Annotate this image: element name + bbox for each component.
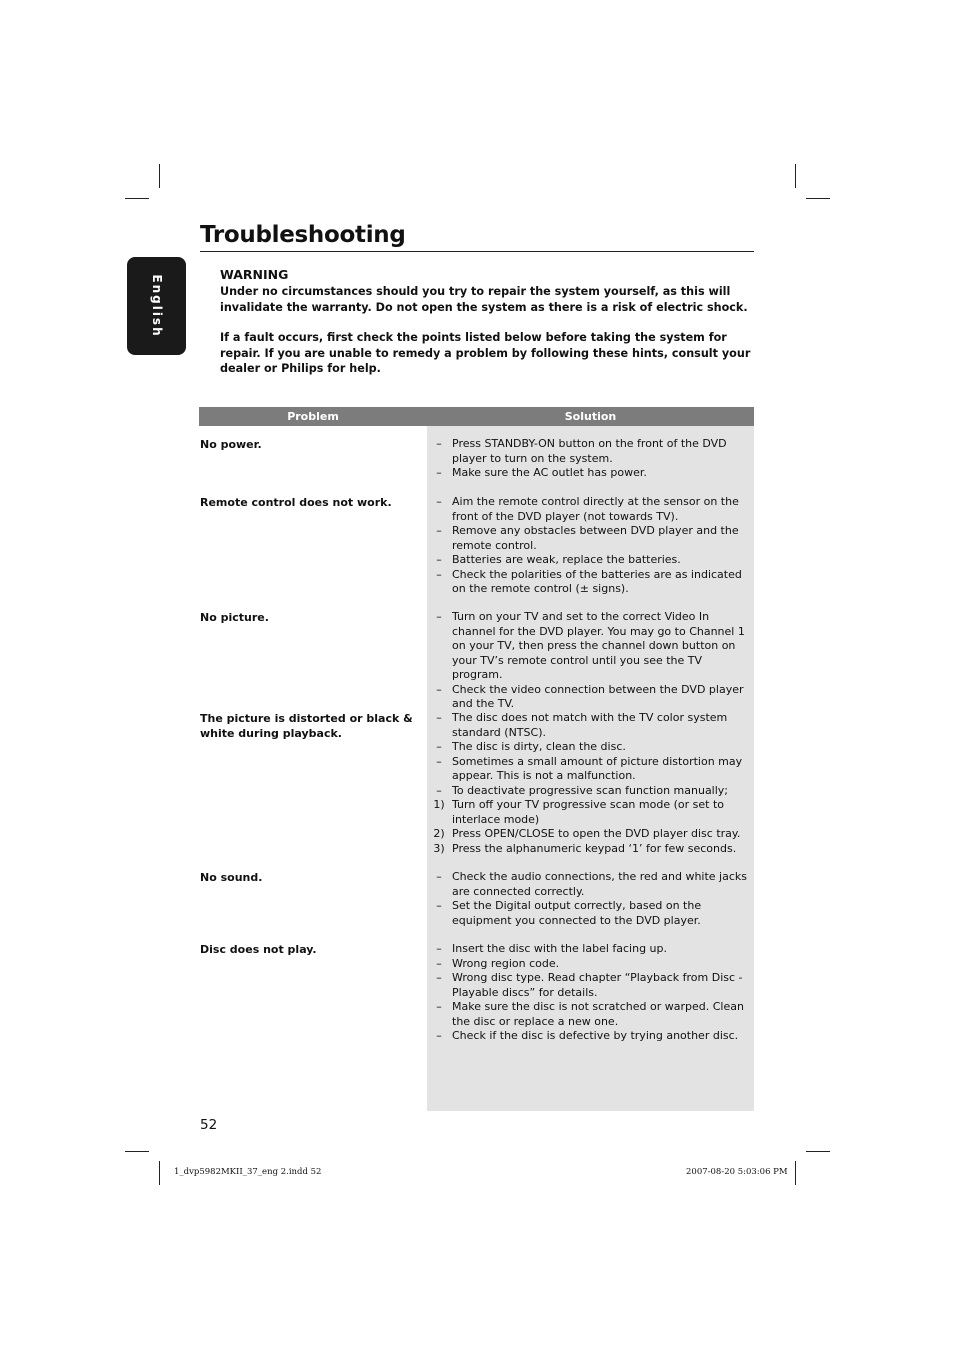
list-marker: – xyxy=(436,682,442,696)
solution-text: Press STANDBY-ON button on the front of the DVD player to turn on the system. xyxy=(452,437,727,465)
list-marker: 1) xyxy=(433,798,445,811)
solution-item xyxy=(430,683,754,712)
list-marker: – xyxy=(436,711,442,724)
list-marker: – xyxy=(436,971,442,984)
solution-text: The disc is dirty, clean the disc. xyxy=(452,740,626,753)
solution-text: Wrong disc type. Read chapter “Playback from Disc - Playable discs” for details. xyxy=(452,971,743,999)
solution-text: Check the video connection between the DVD player and the TV. xyxy=(452,682,744,710)
crop-mark xyxy=(125,1151,149,1152)
list-marker: – xyxy=(436,754,442,768)
crop-mark xyxy=(159,164,160,188)
solution-list xyxy=(430,870,754,928)
crop-mark xyxy=(806,198,830,199)
solution-text: Check the audio connections, the red and white jacks are connected correctly. xyxy=(452,870,748,898)
title-rule xyxy=(200,251,754,252)
problem-cell: No picture. xyxy=(200,611,269,624)
warning-heading: WARNING xyxy=(220,267,289,282)
solution-text: Sometimes a small amount of picture distortion may appear. This is not a malfunction. xyxy=(452,754,743,782)
solution-list xyxy=(430,942,754,1044)
language-tab xyxy=(127,257,186,355)
list-marker: – xyxy=(436,466,442,479)
solution-text: Batteries are weak, replace the batteries. xyxy=(452,553,681,566)
list-marker: – xyxy=(436,740,442,753)
list-marker: – xyxy=(436,870,442,883)
solution-list xyxy=(430,437,754,481)
crop-mark xyxy=(125,198,149,199)
problem-cell: No power. xyxy=(200,438,262,451)
solution-item xyxy=(430,524,754,553)
list-marker: – xyxy=(436,942,442,955)
solution-item xyxy=(430,755,754,784)
solution-item xyxy=(430,842,754,857)
solution-list xyxy=(430,610,754,712)
solution-item xyxy=(430,1000,754,1029)
language-tab-label: English xyxy=(149,274,164,338)
solution-text: Turn off your TV progressive scan mode (or set to interlace mode) xyxy=(452,798,724,826)
solution-item xyxy=(430,1029,754,1044)
warning-text: Under no circumstances should you try to repair the system yourself, as this will invalidate the warranty. Do not open the system as there is a risk of electric shock. xyxy=(220,285,748,314)
list-marker: – xyxy=(436,495,442,508)
crop-mark xyxy=(795,164,796,188)
solution-text: Set the Digital output correctly, based on the equipment you connected to the DVD player. xyxy=(452,899,702,927)
page-title: Troubleshooting xyxy=(200,222,406,248)
solution-item xyxy=(430,437,754,466)
solution-item xyxy=(430,784,754,799)
solution-item xyxy=(430,711,754,740)
solution-item xyxy=(430,899,754,928)
solution-item xyxy=(430,466,754,481)
solution-item xyxy=(430,798,754,827)
problem-cell: Disc does not play. xyxy=(200,943,317,956)
crop-mark xyxy=(806,1151,830,1152)
solution-text: Remove any obstacles between DVD player and the remote control. xyxy=(452,524,739,552)
column-header-solution: Solution xyxy=(564,410,617,423)
solution-text: To deactivate progressive scan function manually; xyxy=(452,783,729,797)
solution-text: Press the alphanumeric keypad ‘1’ for few seconds. xyxy=(452,841,737,855)
page-number: 52 xyxy=(200,1117,218,1133)
problem-cell: Remote control does not work. xyxy=(200,496,392,509)
footer-timestamp: 2007-08-20 5:03:06 PM xyxy=(686,1167,788,1177)
table-header xyxy=(199,407,754,426)
problem-cell: No sound. xyxy=(200,871,263,884)
list-marker: – xyxy=(436,1000,442,1013)
solution-text: Insert the disc with the label facing up. xyxy=(452,942,668,955)
solution-item xyxy=(430,957,754,972)
solution-item xyxy=(430,553,754,568)
solution-item xyxy=(430,971,754,1000)
list-marker: – xyxy=(436,567,442,581)
list-marker: 3) xyxy=(433,841,445,855)
list-marker: – xyxy=(436,956,442,970)
solution-text: Make sure the disc is not scratched or warped. Clean the disc or replace a new one. xyxy=(452,1000,744,1028)
list-marker: 2) xyxy=(433,827,445,840)
solution-list xyxy=(430,711,754,856)
solution-item xyxy=(430,870,754,899)
solution-text: Turn on your TV and set to the correct Video In channel for the DVD player. You may go to Channel 1 on your TV, then press the channel down button on your TV’s remote control until you see the TV program. xyxy=(452,610,745,681)
list-marker: – xyxy=(436,437,442,450)
solution-text: Make sure the AC outlet has power. xyxy=(452,466,647,479)
solution-item xyxy=(430,942,754,957)
column-header-problem: Problem xyxy=(287,410,339,423)
crop-mark xyxy=(795,1161,796,1185)
list-marker: – xyxy=(436,1029,442,1042)
solution-text: Wrong region code. xyxy=(452,956,560,970)
solution-item xyxy=(430,568,754,597)
problem-cell: The picture is distorted or black & white during playback. xyxy=(200,712,413,740)
list-marker: – xyxy=(436,553,442,566)
solution-item xyxy=(430,827,754,842)
intro-text: If a fault occurs, first check the points listed below before taking the system for repair. If you are unable to remedy a problem by following these hints, consult your dealer or Philips for help. xyxy=(220,331,751,375)
crop-mark xyxy=(159,1161,160,1185)
list-marker: – xyxy=(436,783,442,797)
solution-text: Check the polarities of the batteries are as indicated on the remote control (± signs). xyxy=(452,567,742,595)
list-marker: – xyxy=(436,524,442,537)
solution-text: Check if the disc is defective by trying another disc. xyxy=(452,1029,739,1042)
solution-text: Aim the remote control directly at the sensor on the front of the DVD player (not towards TV). xyxy=(452,495,739,523)
solution-item xyxy=(430,740,754,755)
solution-text: The disc does not match with the TV color system standard (NTSC). xyxy=(452,711,728,739)
solution-list xyxy=(430,495,754,597)
solution-item xyxy=(430,610,754,683)
solution-text: Press OPEN/CLOSE to open the DVD player disc tray. xyxy=(452,827,741,840)
footer-file-info: 1_dvp5982MKII_37_eng 2.indd 52 xyxy=(174,1167,322,1177)
list-marker: – xyxy=(436,899,442,912)
list-marker: – xyxy=(436,610,442,623)
solution-item xyxy=(430,495,754,524)
